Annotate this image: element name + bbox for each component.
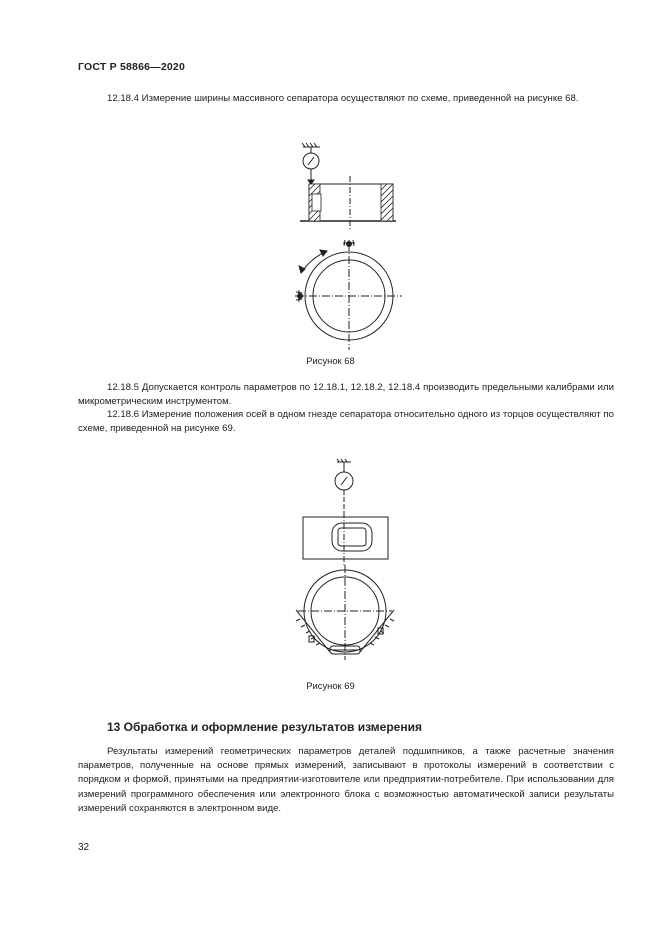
figure-69-caption: Рисунок 69 — [306, 680, 355, 691]
section-13-title: 13 Обработка и оформление результатов измерения — [107, 720, 422, 734]
figure-68-caption: Рисунок 68 — [306, 355, 355, 366]
document-header: ГОСТ Р 58866—2020 — [78, 61, 186, 73]
paragraph-12-18-4: 12.18.4 Измерение ширины массивного сепаратора осуществляют по схеме, приведенной на рисунке 68. — [107, 93, 579, 104]
page-number: 32 — [78, 842, 90, 853]
paragraph-section-13: Результаты измерений геометрических параметров деталей подшипников, а также расчетные значения параметров, полученные на основе прямых измерений, записывают в протоколы измерений в соответствии с порядком и формой, принятыми на предприятии-изготовителе или предприятии-потребителе. При использовании для измерений программного обеспечения или электронного блока с возможностью автоматической записи результаты измерений сохраняются в электронном виде. — [78, 746, 614, 814]
paragraph-12-18-5: 12.18.5 Допускается контроль параметров по 12.18.1, 12.18.2, 12.18.4 производить предельными калибрами или микрометрическим инструментом. — [78, 382, 614, 407]
paragraph-12-18-6: 12.18.6 Измерение положения осей в одном гнезде сепаратора относительно одного из торцов осуществляют по схеме, приведенной на рисунке 69. — [78, 409, 614, 434]
